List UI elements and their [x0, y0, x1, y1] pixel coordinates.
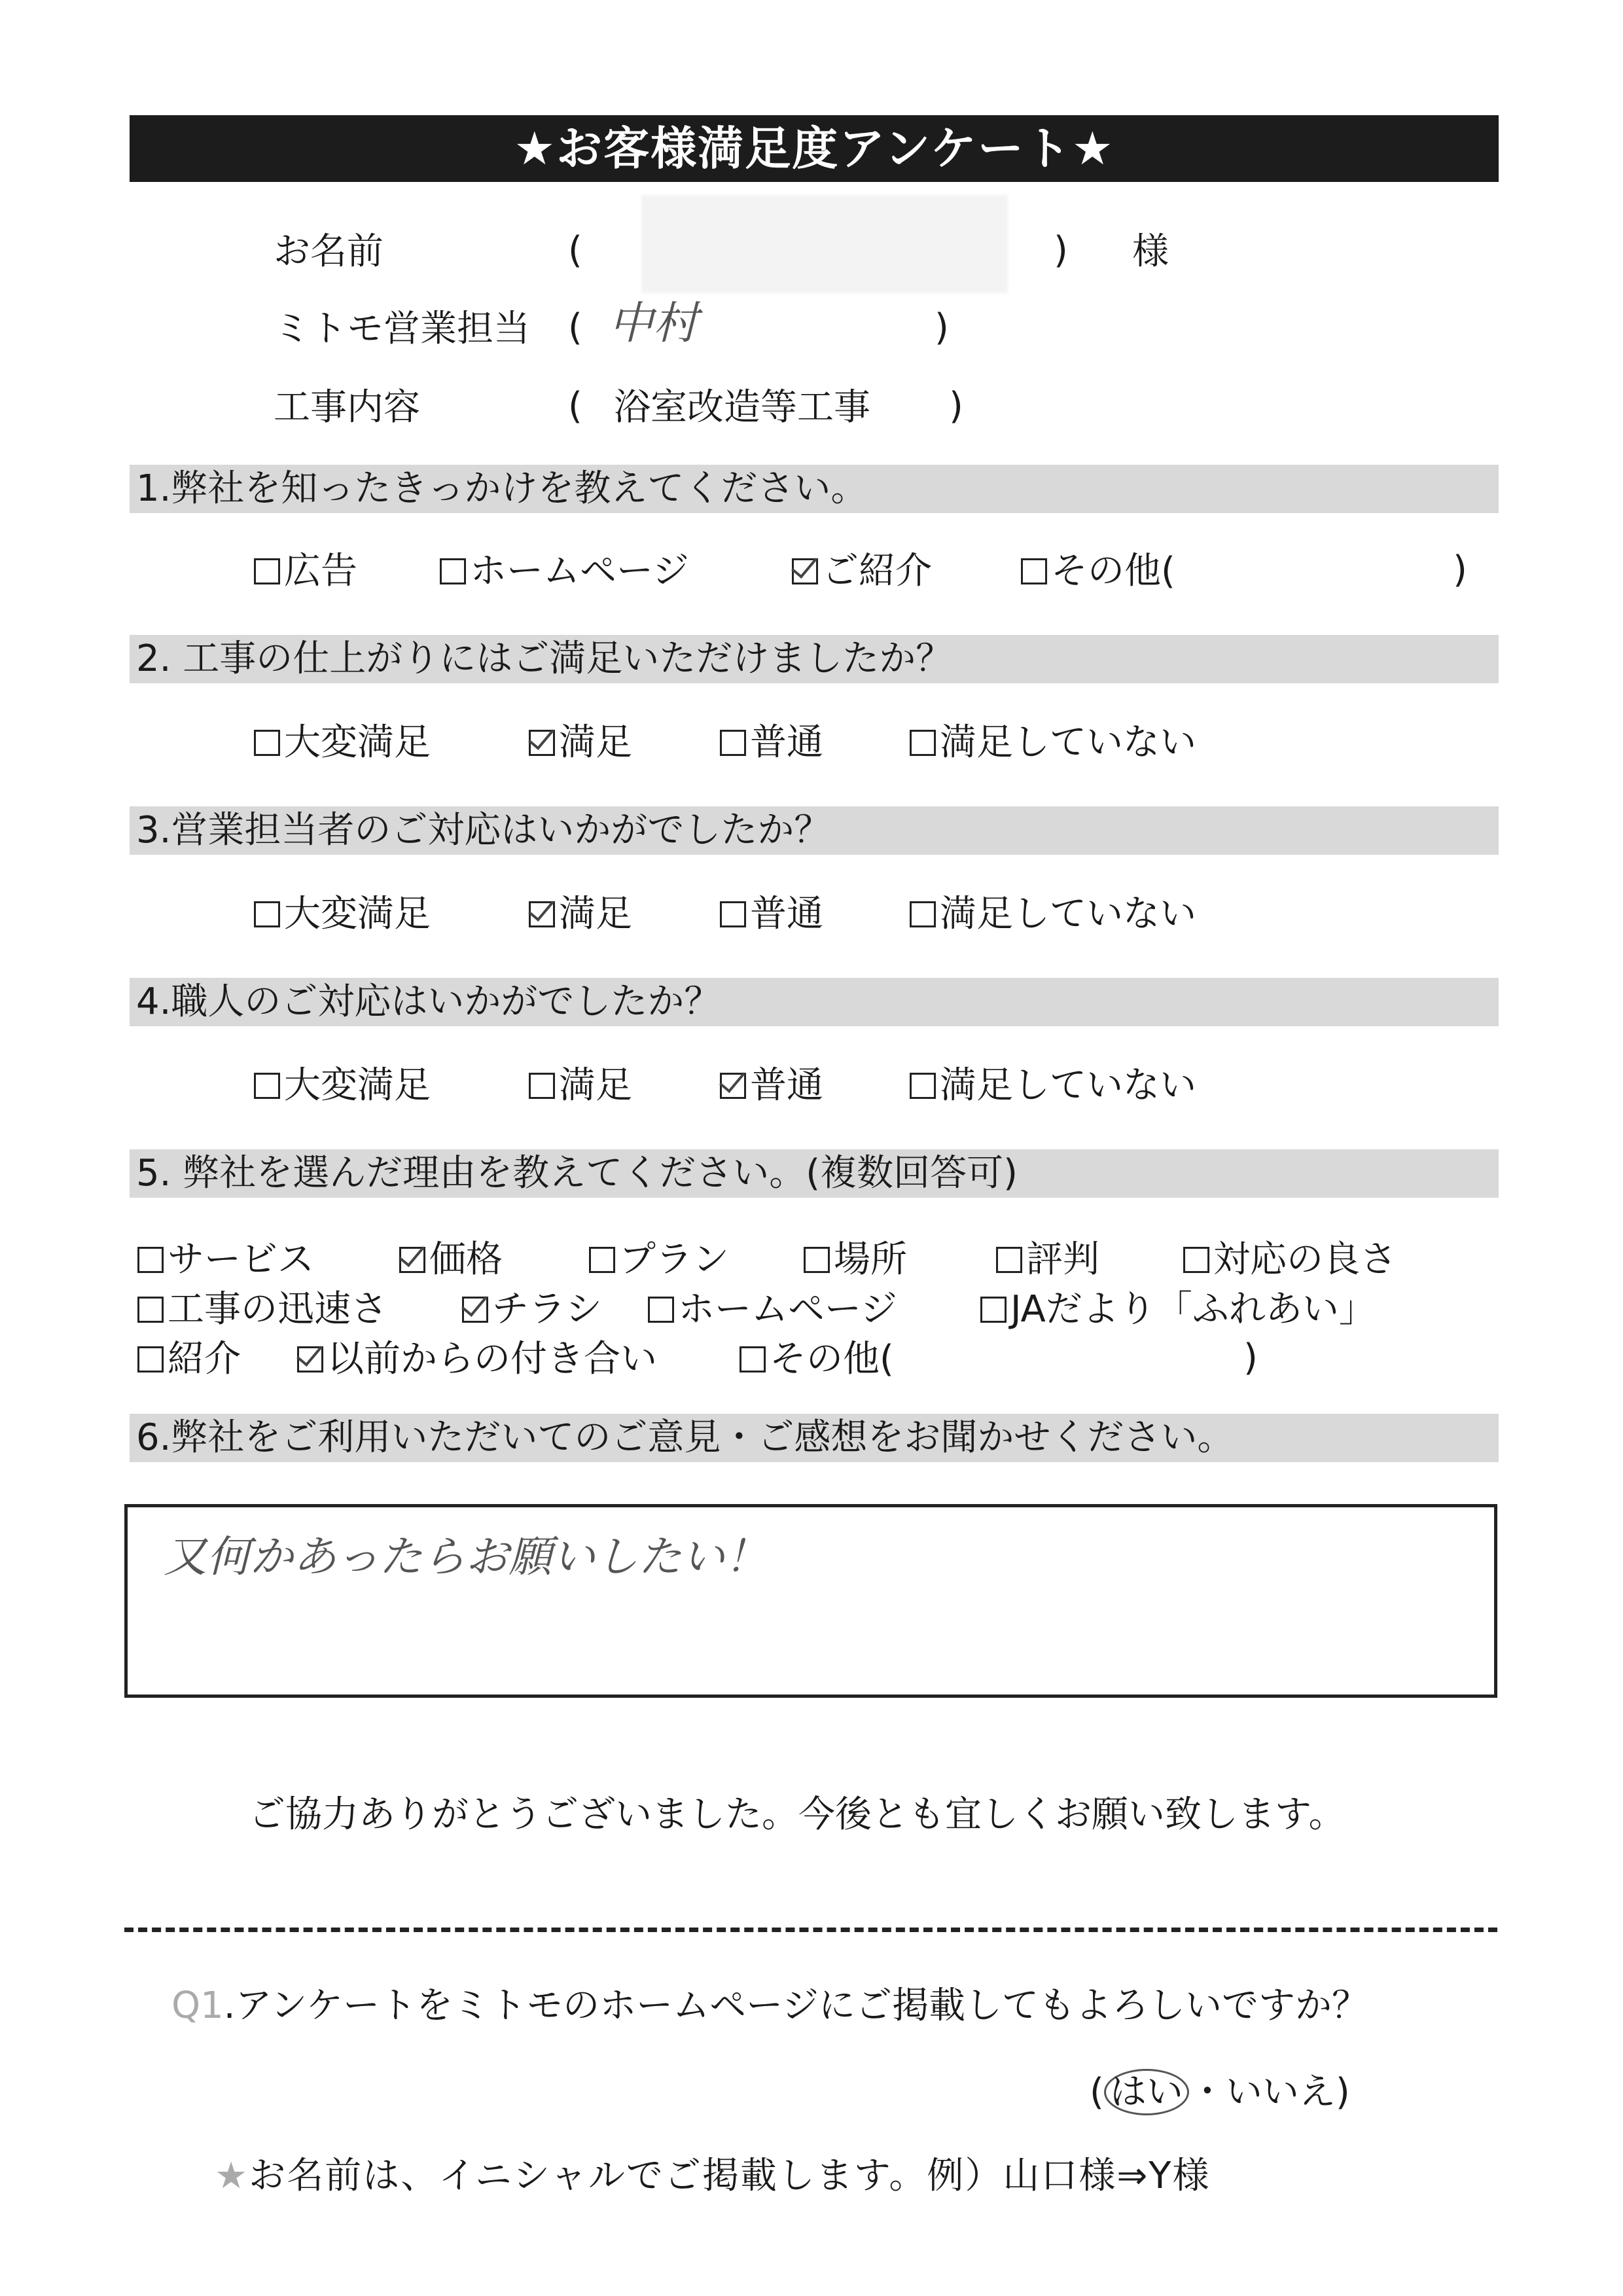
option-label: チラシ [492, 1288, 602, 1331]
question-4: 4.職人のご対応はいかがでしたか？ [130, 978, 1499, 1026]
q1-option-referral[interactable] [792, 548, 932, 594]
q5-option-good-response[interactable] [1183, 1237, 1397, 1283]
checkbox-checked[interactable] [792, 558, 818, 584]
staff-open-paren: ( [568, 306, 582, 349]
checkbox[interactable] [720, 901, 746, 927]
option-label: 普通 [750, 1064, 823, 1107]
option-label: JAだより「ふれあい」 [1010, 1288, 1376, 1331]
checkbox[interactable] [720, 730, 746, 756]
work-value: 浴室改造等工事 [614, 386, 870, 429]
checkbox[interactable] [529, 1073, 555, 1099]
checkbox-checked[interactable] [720, 1073, 746, 1099]
option-label: 広告 [284, 550, 357, 592]
checkbox[interactable] [1021, 558, 1047, 584]
checkbox[interactable] [440, 558, 466, 584]
work-open-paren: ( [568, 385, 582, 427]
option-label: 場所 [834, 1238, 907, 1281]
option-label: 普通 [750, 893, 823, 935]
q1-other-close-paren: ) [1453, 548, 1467, 591]
option-label: 評判 [1026, 1238, 1099, 1281]
name-suffix: 様 [1132, 230, 1169, 273]
consent-number: Q1 [171, 1984, 224, 2027]
q1-option-ad[interactable] [254, 548, 357, 594]
q4-option-normal[interactable] [720, 1063, 823, 1109]
option-label: 満足 [559, 893, 632, 935]
option-label: ご紹介 [822, 550, 932, 592]
checkbox-checked[interactable] [529, 730, 555, 756]
checkbox[interactable] [804, 1247, 830, 1273]
consent-question [171, 1977, 1368, 2029]
work-close-paren: ) [949, 385, 963, 427]
consent-separator: ・ [1188, 2071, 1226, 2113]
checkbox-checked[interactable] [529, 901, 555, 927]
staff-label: ミトモ営業担当 [274, 308, 530, 350]
checkbox[interactable] [137, 1297, 164, 1323]
option-label: サービス [168, 1238, 314, 1281]
consent-answer [1090, 2063, 1350, 2115]
checkbox[interactable] [980, 1297, 1007, 1323]
thanks-message: ご協力ありがとうございました。今後とも宜しくお願い致します。 [249, 1793, 1346, 1836]
q5-option-service[interactable] [137, 1237, 314, 1283]
question-6: 6.弊社をご利用いただいてのご意見・ご感想をお聞かせください。 [130, 1414, 1499, 1462]
question-1: 1.弊社を知ったきっかけを教えてください。 [130, 465, 1499, 513]
q3-option-not-satisfied[interactable] [910, 891, 1196, 937]
redacted-name-field [641, 195, 1008, 293]
checkbox[interactable] [1183, 1247, 1209, 1273]
checkbox[interactable] [254, 558, 280, 584]
q4-option-not-satisfied[interactable] [910, 1063, 1196, 1109]
checkbox[interactable] [589, 1247, 615, 1273]
q2-option-not-satisfied[interactable] [910, 720, 1196, 766]
consent-close-paren: ) [1335, 2071, 1350, 2113]
q4-option-very-satisfied[interactable] [254, 1063, 431, 1109]
checkbox[interactable] [254, 1073, 280, 1099]
option-label: 対応の良さ [1213, 1238, 1397, 1281]
q5-other-close-paren: ) [1243, 1336, 1258, 1379]
option-label: その他( [1051, 550, 1175, 592]
option-label: 価格 [429, 1238, 503, 1281]
q5-option-referral[interactable] [137, 1336, 241, 1382]
q3-option-very-satisfied[interactable] [254, 891, 431, 937]
checkbox[interactable] [910, 901, 936, 927]
option-label: 満足していない [940, 721, 1196, 764]
checkbox[interactable] [137, 1346, 164, 1372]
q1-option-homepage[interactable] [440, 548, 689, 594]
q5-option-previous-relationship[interactable] [297, 1336, 657, 1382]
question-2: 2. 工事の仕上がりにはご満足いただけましたか？ [130, 635, 1499, 683]
staff-close-paren: ) [935, 306, 949, 349]
q5-option-flyer[interactable] [462, 1287, 602, 1333]
q4-option-satisfied[interactable] [529, 1063, 632, 1109]
checkbox-checked[interactable] [399, 1247, 425, 1273]
option-label: 普通 [750, 721, 823, 764]
q5-option-homepage[interactable] [648, 1287, 897, 1333]
q1-option-other[interactable] [1021, 548, 1175, 594]
option-label: ホームページ [470, 550, 689, 592]
checkbox[interactable] [910, 1073, 936, 1099]
option-label: 満足していない [940, 893, 1196, 935]
option-label: 紹介 [168, 1338, 241, 1380]
checkbox[interactable] [648, 1297, 674, 1323]
option-label: ホームページ [678, 1288, 897, 1331]
q5-option-location[interactable] [804, 1237, 907, 1283]
q5-option-speed[interactable] [137, 1287, 387, 1333]
q5-option-reputation[interactable] [996, 1237, 1099, 1283]
option-label: 満足 [559, 1064, 632, 1107]
checkbox-checked[interactable] [297, 1346, 323, 1372]
checkbox[interactable] [254, 901, 280, 927]
checkbox[interactable] [740, 1346, 766, 1372]
question-3: 3.営業担当者のご対応はいかがでしたか？ [130, 806, 1499, 855]
q2-option-normal[interactable] [720, 720, 823, 766]
name-close-paren: ) [1054, 229, 1068, 272]
checkbox[interactable] [137, 1247, 164, 1273]
work-label: 工事内容 [274, 386, 420, 429]
option-label: その他( [770, 1338, 894, 1380]
dashed-divider [124, 1928, 1497, 1932]
checkbox-checked[interactable] [462, 1297, 488, 1323]
name-label: お名前 [274, 230, 383, 273]
survey-title: ★お客様満足度アンケート★ [130, 115, 1499, 182]
option-label: 以前からの付き合い [327, 1338, 657, 1380]
star-icon: ★ [215, 2155, 249, 2197]
q3-option-normal[interactable] [720, 891, 823, 937]
checkbox[interactable] [996, 1247, 1022, 1273]
q2-option-very-satisfied[interactable] [254, 720, 431, 766]
checkbox[interactable] [910, 730, 936, 756]
consent-open-paren: ( [1090, 2071, 1104, 2113]
question-5: 5. 弊社を選んだ理由を教えてください。(複数回答可) [130, 1149, 1499, 1198]
option-label: 満足していない [940, 1064, 1196, 1107]
option-label: 工事の迅速さ [168, 1288, 387, 1331]
option-label: 大変満足 [284, 893, 431, 935]
q5-option-ja-newsletter[interactable] [980, 1287, 1376, 1333]
consent-question-text: .アンケートをミトモのホームページにご掲載してもよろしいですか？ [223, 1984, 1369, 2027]
option-label: 大変満足 [284, 1064, 431, 1107]
q5-option-other[interactable] [740, 1336, 894, 1382]
consent-yes[interactable]: はい [1104, 2069, 1189, 2115]
option-label: 大変満足 [284, 721, 431, 764]
option-label: プラン [619, 1238, 729, 1281]
q5-option-price[interactable] [399, 1237, 503, 1283]
consent-no[interactable]: いいえ [1225, 2071, 1336, 2113]
checkbox[interactable] [254, 730, 280, 756]
staff-value: 中村 [609, 298, 698, 350]
q3-option-satisfied[interactable] [529, 891, 632, 937]
initials-note [215, 2147, 1211, 2199]
q5-option-plan[interactable] [589, 1237, 729, 1283]
comment-answer: 又何かあったらお願いしたい！ [164, 1532, 768, 1582]
q2-option-satisfied[interactable] [529, 720, 632, 766]
note-text: お名前は、イニシャルでご掲載します。例）山口様⇒Y様 [249, 2155, 1211, 2197]
option-label: 満足 [559, 721, 632, 764]
name-open-paren: ( [568, 229, 582, 272]
